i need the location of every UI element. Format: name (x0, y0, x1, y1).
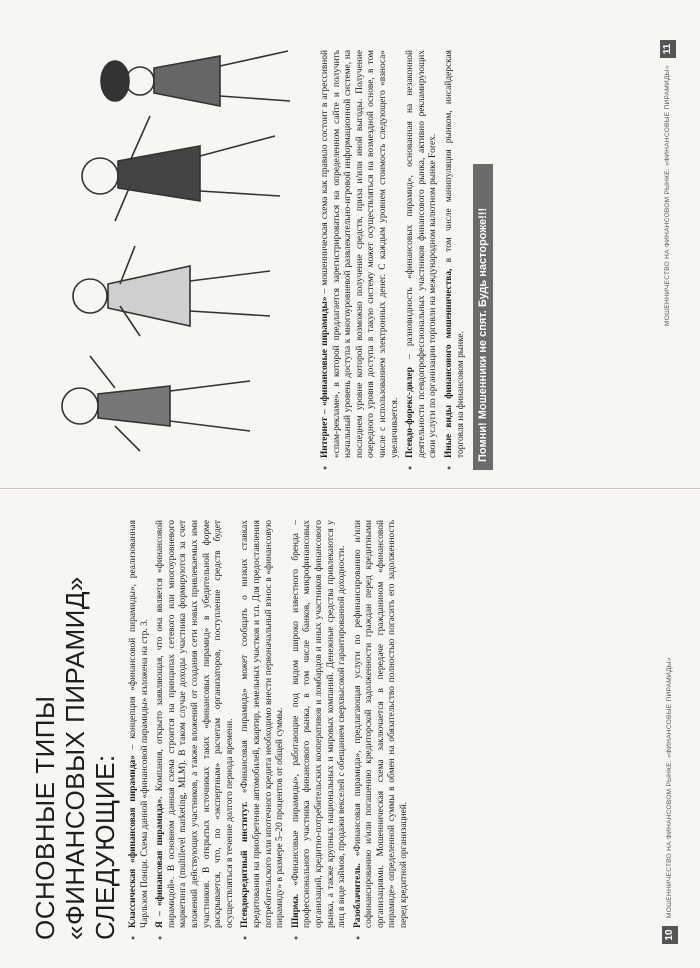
list-item: ● Ширма. «Финансовые пирамиды», работающие под видом широко известного бренда – профессионального участника финансового рынка, в том числе банков, микрофинансовых организаций, кредитно-потребительских кооперативов и ломбардов и иных участников финансового рынка, а также крупных национальных и мировых компаний. Денежные средства привлекаются у лиц в виде займов, продажи векселей с обещанием сверхвысокой гарантированной доходности. (291, 520, 349, 940)
page-11 (20, 36, 680, 476)
list-item: ● Псевдо-форекс-дилер – разновидность «финансовых пирамид», основанная на незаконной деятельности псевдопрофессиональных участников финансового рынка, активно рекламирующих свои услуги по организации торговли на международном валютном рынке Forex. (405, 50, 440, 470)
page-title: ОСНОВНЫЕ ТИПЫ «ФИНАНСОВЫХ ПИРАМИД» СЛЕДУЮЩИЕ: (30, 576, 120, 940)
list-item: ● Разоблачитель. «Финансовая пирамида», предлагающая услуги по рефинансированию и/или софинансированию и/или погашению кредиторской задолженности граждан перед кредитными организациями. Мошенническая схема заключается в передаче гражданином «финансовой пирамиде» определенной суммы в обмен на обязательство полностью погасить его задолженность перед кредитной организацией. (353, 520, 411, 940)
page-number: 11 (660, 40, 676, 58)
right-text-column (320, 50, 493, 470)
page-footer: МОШЕННИЧЕСТВО НА ФИНАНСОВОМ РЫНКЕ: «ФИНАНСОВЫЕ ПИРАМИДЫ» (666, 657, 673, 918)
warning-banner: Помни! Мошенники не спят. Будь настороже!!! (473, 164, 493, 470)
list-item: ● Псевдокредитный институт. «Финансовая пирамида» может сообщать о низких ставках кредитования на приобретение автомобилей, квартир, земельных участков и т.п. Для предоставления потребительского или ипотечного кредита необходимо внести первоначальный взнос в «финансовую пирамиду» в размере 5–20 процентов от общей суммы. (240, 520, 286, 940)
page-11-content (20, 36, 680, 476)
list-item: ● Иные виды финансового мошенничества, в том числе манипуляция рынком, инсайдерская торговля на финансовом рынке. (444, 50, 467, 470)
list-item: ● Интернет – «финансовые пирамиды» – мошенническая схема как правило состоит в агрессивной «спам-рекламе», в которой предлагается зарегистрироваться на определенном сайте и получить начальный уровень доступа к многоуровневой развлекательно-игровой информационной системе, на последнем уровне которой возможно получение средств, приза и/или иной выгоды. Получение очередного уровня доступа в такую систему может осуществляться на возмездной основе, в том числе с использованием электронных денег. С каждым уровнем стоимость следующего «взноса» увеличивается. (320, 50, 401, 470)
page-footer: МОШЕННИЧЕСТВО НА ФИНАНСОВОМ РЫНКЕ: «ФИНАНСОВЫЕ ПИРАМИДЫ» (664, 65, 671, 326)
list-item: ● Я – «финансовая пирамида». Компания, открыто заявляющая, что она является «финансовой пирамидой». В основном данная схема строится на принципах сетевого или многоуровневого маркетинга (multilevel marketing, MLM). В таком случае доходы участника формируются за счет вложений действующих участников, а также вложений от создания сети новых привлекаемых ими участников. В открытых источниках таких «финансовых пирамид» в убедительной форме раскрывается, что, по «экспертным» расчетам организаторов, поступление средств будет осуществляться в течение долгого периода времени. (155, 520, 236, 940)
cartoon-illustration (20, 36, 320, 476)
page-10 (20, 508, 680, 948)
page-fold (0, 488, 700, 489)
page-10-content (20, 508, 680, 948)
list-item: ● Классическая «финансовая пирамида» – концепция «финансовой пирамиды», реализованная Чарльзом Понци. Схема данной «финансовой пирамиды» изложена на стр. 3. (128, 520, 151, 940)
left-text-column (24, 520, 415, 940)
page-number: 10 (662, 926, 678, 944)
